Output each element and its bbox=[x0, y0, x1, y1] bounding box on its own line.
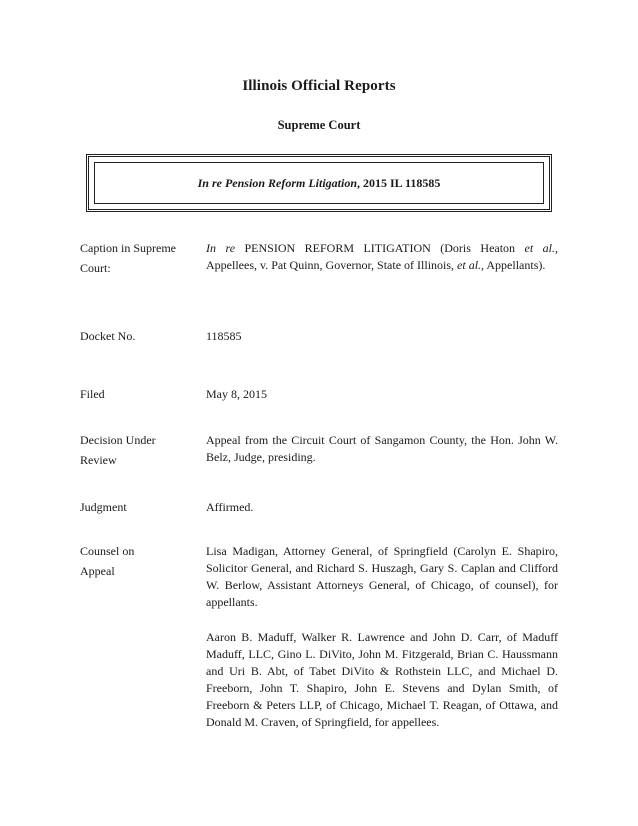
report-title: Illinois Official Reports bbox=[242, 78, 396, 94]
counsel-appellees: Aaron B. Maduff, Walker R. Lawrence and John D. Carr, of Maduff Maduff, LLC, Gino L. DiVito, John M. Fitzgerald, Brian C. Haussmann and Uri B. Abt, of Tabet DiVito & Rothstein LLC, and Michael D. Freeborn, John T. Shapiro, John E. Stevens and Dylan Smith, of Freeborn & Peters LLP, of Chicago, Michael T. Reagan, of Ottawa, and Donald M. Craven, of Springfield, for appellees. bbox=[206, 630, 558, 729]
decision-value: Appeal from the Circuit Court of Sangamon County, the Hon. John W. Belz, Judge, presiding. bbox=[206, 433, 558, 464]
caption-label-line1: Caption in Supreme bbox=[80, 241, 176, 255]
decision-label-line2: Review bbox=[80, 453, 117, 467]
caption-text-1: PENSION REFORM LITIGATION (Doris Heaton bbox=[235, 241, 525, 255]
case-cite: , 2015 IL 118585 bbox=[357, 175, 441, 190]
caption-value bbox=[206, 240, 558, 274]
docket-value: 118585 bbox=[206, 329, 242, 343]
caption-label bbox=[80, 238, 190, 278]
counsel-label bbox=[80, 541, 190, 581]
caption-in-re: In re bbox=[206, 241, 236, 255]
counsel-label-line1: Counsel on bbox=[80, 544, 135, 558]
counsel-value bbox=[206, 543, 558, 731]
case-name: In re Pension Reform Litigation bbox=[197, 175, 357, 190]
caption-text-3: , Appellants). bbox=[481, 258, 546, 272]
court-name: Supreme Court bbox=[277, 118, 361, 132]
decision-label-line1: Decision Under bbox=[80, 433, 156, 447]
docket-label: Docket No. bbox=[80, 329, 136, 343]
counsel-appellants: Lisa Madigan, Attorney General, of Springfield (Carolyn E. Shapiro, Solicitor General, and Richard S. Huszagh, Gary S. Caplan and Clifford W. Berlow, Assistant Attorneys General, of Chicago, of counsel), for appellants. bbox=[206, 544, 558, 609]
caption-text-2: , Appellees, v. Pat Quinn, Governor, State of Illinois, bbox=[206, 241, 558, 272]
decision-label bbox=[80, 430, 190, 470]
judgment-value: Affirmed. bbox=[206, 500, 254, 514]
judgment-label: Judgment bbox=[80, 500, 127, 514]
caption-et-al-1: et al. bbox=[524, 241, 555, 255]
filed-label: Filed bbox=[80, 387, 105, 401]
citation-box bbox=[86, 154, 552, 212]
counsel-label-line2: Appeal bbox=[80, 564, 115, 578]
filed-value: May 8, 2015 bbox=[206, 387, 267, 401]
caption-label-line2: Court: bbox=[80, 261, 111, 275]
caption-et-al-2: et al. bbox=[457, 258, 482, 272]
citation-text bbox=[198, 176, 441, 191]
